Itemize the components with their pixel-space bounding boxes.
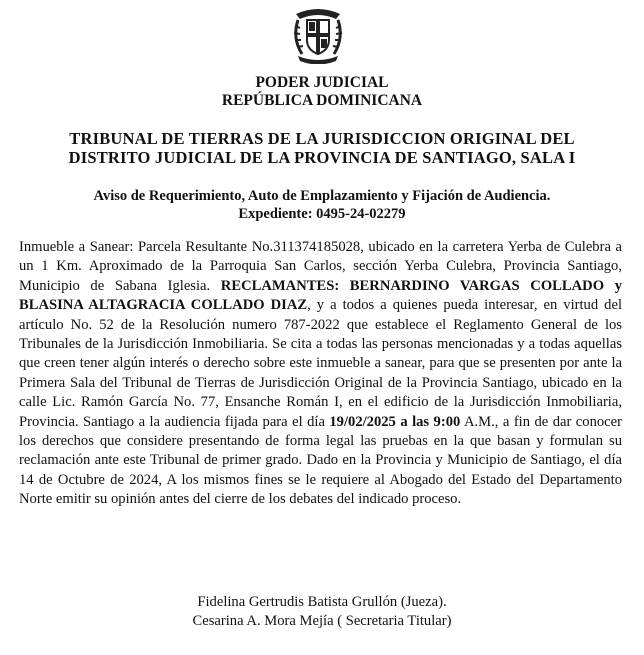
hearing-date-time: 19/02/2025 a las 9:00 [329, 413, 461, 430]
notice-title: Aviso de Requerimiento, Auto de Emplazamiento y Fijación de Audiencia. [93, 188, 551, 204]
body-part-3: A.M., a fin de dar conocer los derechos que considere presentando de forma legal las pruebas en la que basan y formulan su reclamación ante este Tribunal de primer grado. Dado en la Provincia y Municipio de Santiago, el día 14 de Octubre de 2024, A los mismos fines se le requiere al Abogado del Estado del Departamento Norte emitir su opinión antes del cierre de los debates del indicado proceso. [19, 413, 622, 508]
claimants: RECLAMANTES: BERNARDINO VARGAS COLLADO y BLASINA ALTAGRACIA COLLADO DIAZ [19, 277, 622, 314]
notice-body [19, 238, 622, 510]
tribunal-line-1: TRIBUNAL DE TIERRAS DE LA JURISDICCION ORIGINAL DEL [69, 129, 575, 148]
coat-of-arms-icon [290, 6, 346, 64]
expediente-number: Expediente: 0495-24-02279 [238, 206, 406, 222]
org-name: PODER JUDICIAL [255, 74, 389, 91]
body-part-2: , y a todos a quienes pueda interesar, en virtud del artículo No. 52 de la Resolución numero 787-2022 que establece el Reglamento General de los Tribunales de la Jurisdicción Inmobiliaria. Se cita a todas las personas mencionadas y a todas aquellas que creen tener algún interés o derecho sobre este inmueble a sanear, para que se presenten por ante la Primera Sala del Tribunal de Tierras de Jurisdicción Original de la Provincia Santiago, ubicado en la calle Lic. Ramón García No. 77, Ensanche Román I, en el edificio de la Jurisdicción Inmobiliaria, Provincia. Santiago a la audiencia fijada para el día [19, 297, 622, 430]
tribunal-line-2: DISTRITO JUDICIAL DE LA PROVINCIA DE SANTIAGO, SALA I [68, 148, 576, 167]
country-name: REPÚBLICA DOMINICANA [221, 92, 423, 109]
secretary-signature: Cesarina A. Mora Mejía ( Secretaria Titular) [192, 613, 452, 629]
body-part-1: Inmueble a Sanear: Parcela Resultante No.311374185028, ubicado en la carretera Yerba de Culebra a un 1 Km. Aproximado de la Parroquia San Carlos, sección Yerba Culebra, Provincia Santiago, Municipio de Sabana Iglesia. [19, 239, 622, 294]
judge-signature: Fidelina Gertrudis Batista Grullón (Jueza). [197, 594, 447, 610]
